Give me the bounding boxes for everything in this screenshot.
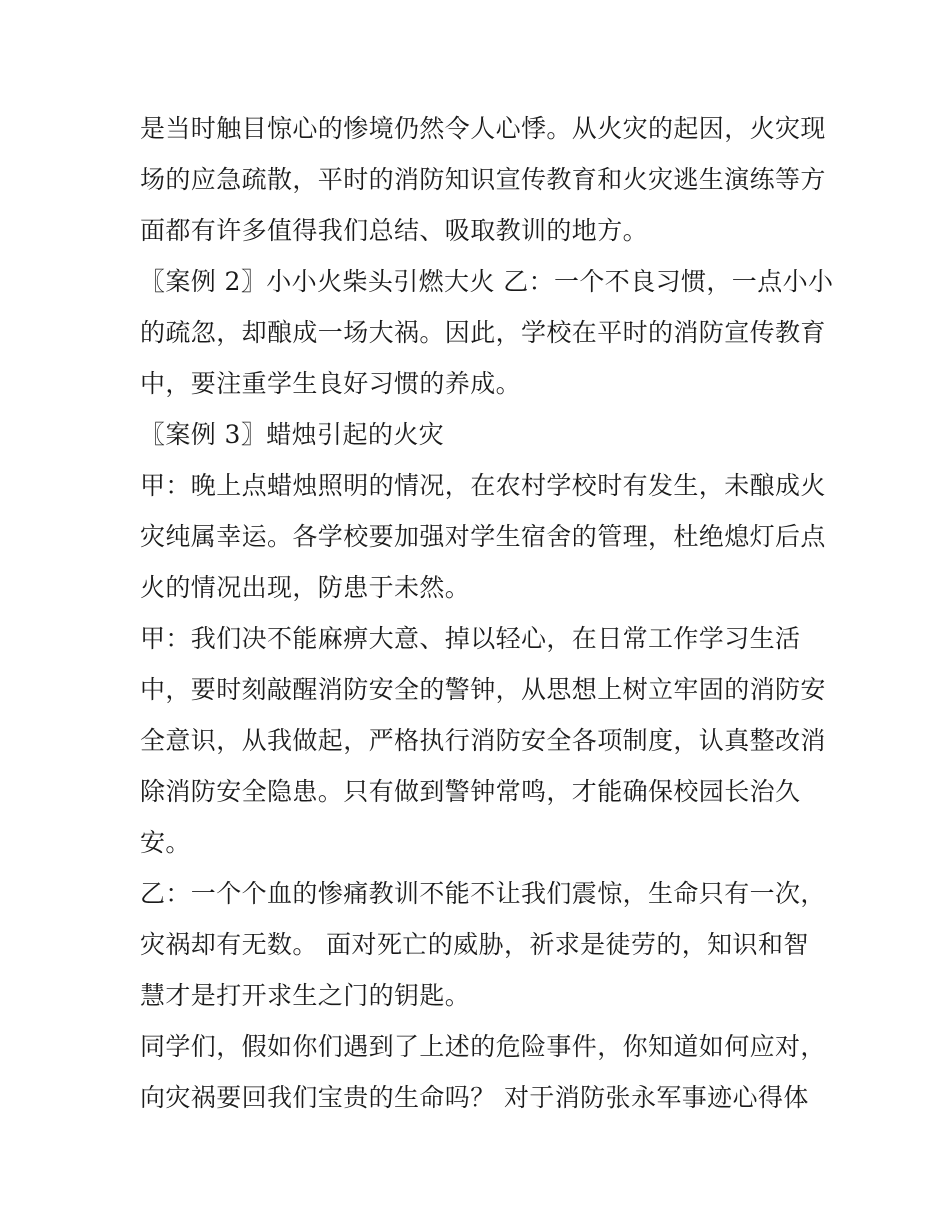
text-line: 甲：我们决不能麻痹大意、掉以轻心，在日常工作学习生活	[140, 624, 801, 653]
text-line: 向灾祸要回我们宝贵的生命吗？ 对于消防张永军事迹心得体	[140, 1083, 809, 1112]
text-line: 中，要注重学生良好习惯的养成。	[140, 369, 522, 398]
case-heading-line: 〖案例 3〗蜡烛引起的火灾	[140, 420, 445, 449]
text-line: 甲：晚上点蜡烛照明的情况，在农村学校时有发生，未酿成火	[140, 471, 826, 500]
text-line: 面都有许多值得我们总结、吸取教训的地方。	[140, 216, 649, 245]
text-line: 除消防安全隐患。只有做到警钟常鸣，才能确保校园长治久	[140, 777, 801, 806]
text-line: 安。	[140, 828, 191, 857]
case-heading-line: 〖案例 2〗小小火柴头引燃大火 乙：一个不良习惯，一点小小	[140, 267, 834, 296]
text-line: 是当时触目惊心的惨境仍然令人心悸。从火灾的起因，火灾现	[140, 114, 826, 143]
text-line: 场的应急疏散，平时的消防知识宣传教育和火灾逃生演练等方	[140, 165, 826, 194]
document-body	[140, 103, 834, 1123]
text-line: 慧才是打开求生之门的钥匙。	[140, 981, 471, 1010]
text-line: 同学们，假如你们遇到了上述的危险事件，你知道如何应对，	[140, 1032, 826, 1061]
text-line: 的疏忽，却酿成一场大祸。因此，学校在平时的消防宣传教育	[140, 318, 826, 347]
text-line: 火的情况出现，防患于未然。	[140, 573, 471, 602]
text-line: 中，要时刻敲醒消防安全的警钟，从思想上树立牢固的消防安	[140, 675, 826, 704]
text-line: 灾祸却有无数。 面对死亡的威胁，祈求是徒劳的，知识和智	[140, 930, 809, 959]
text-line: 灾纯属幸运。各学校要加强对学生宿舍的管理，杜绝熄灯后点	[140, 522, 826, 551]
text-line: 全意识，从我做起，严格执行消防安全各项制度，认真整改消	[140, 726, 826, 755]
text-line: 乙：一个个血的惨痛教训不能不让我们震惊，生命只有一次，	[140, 879, 826, 908]
